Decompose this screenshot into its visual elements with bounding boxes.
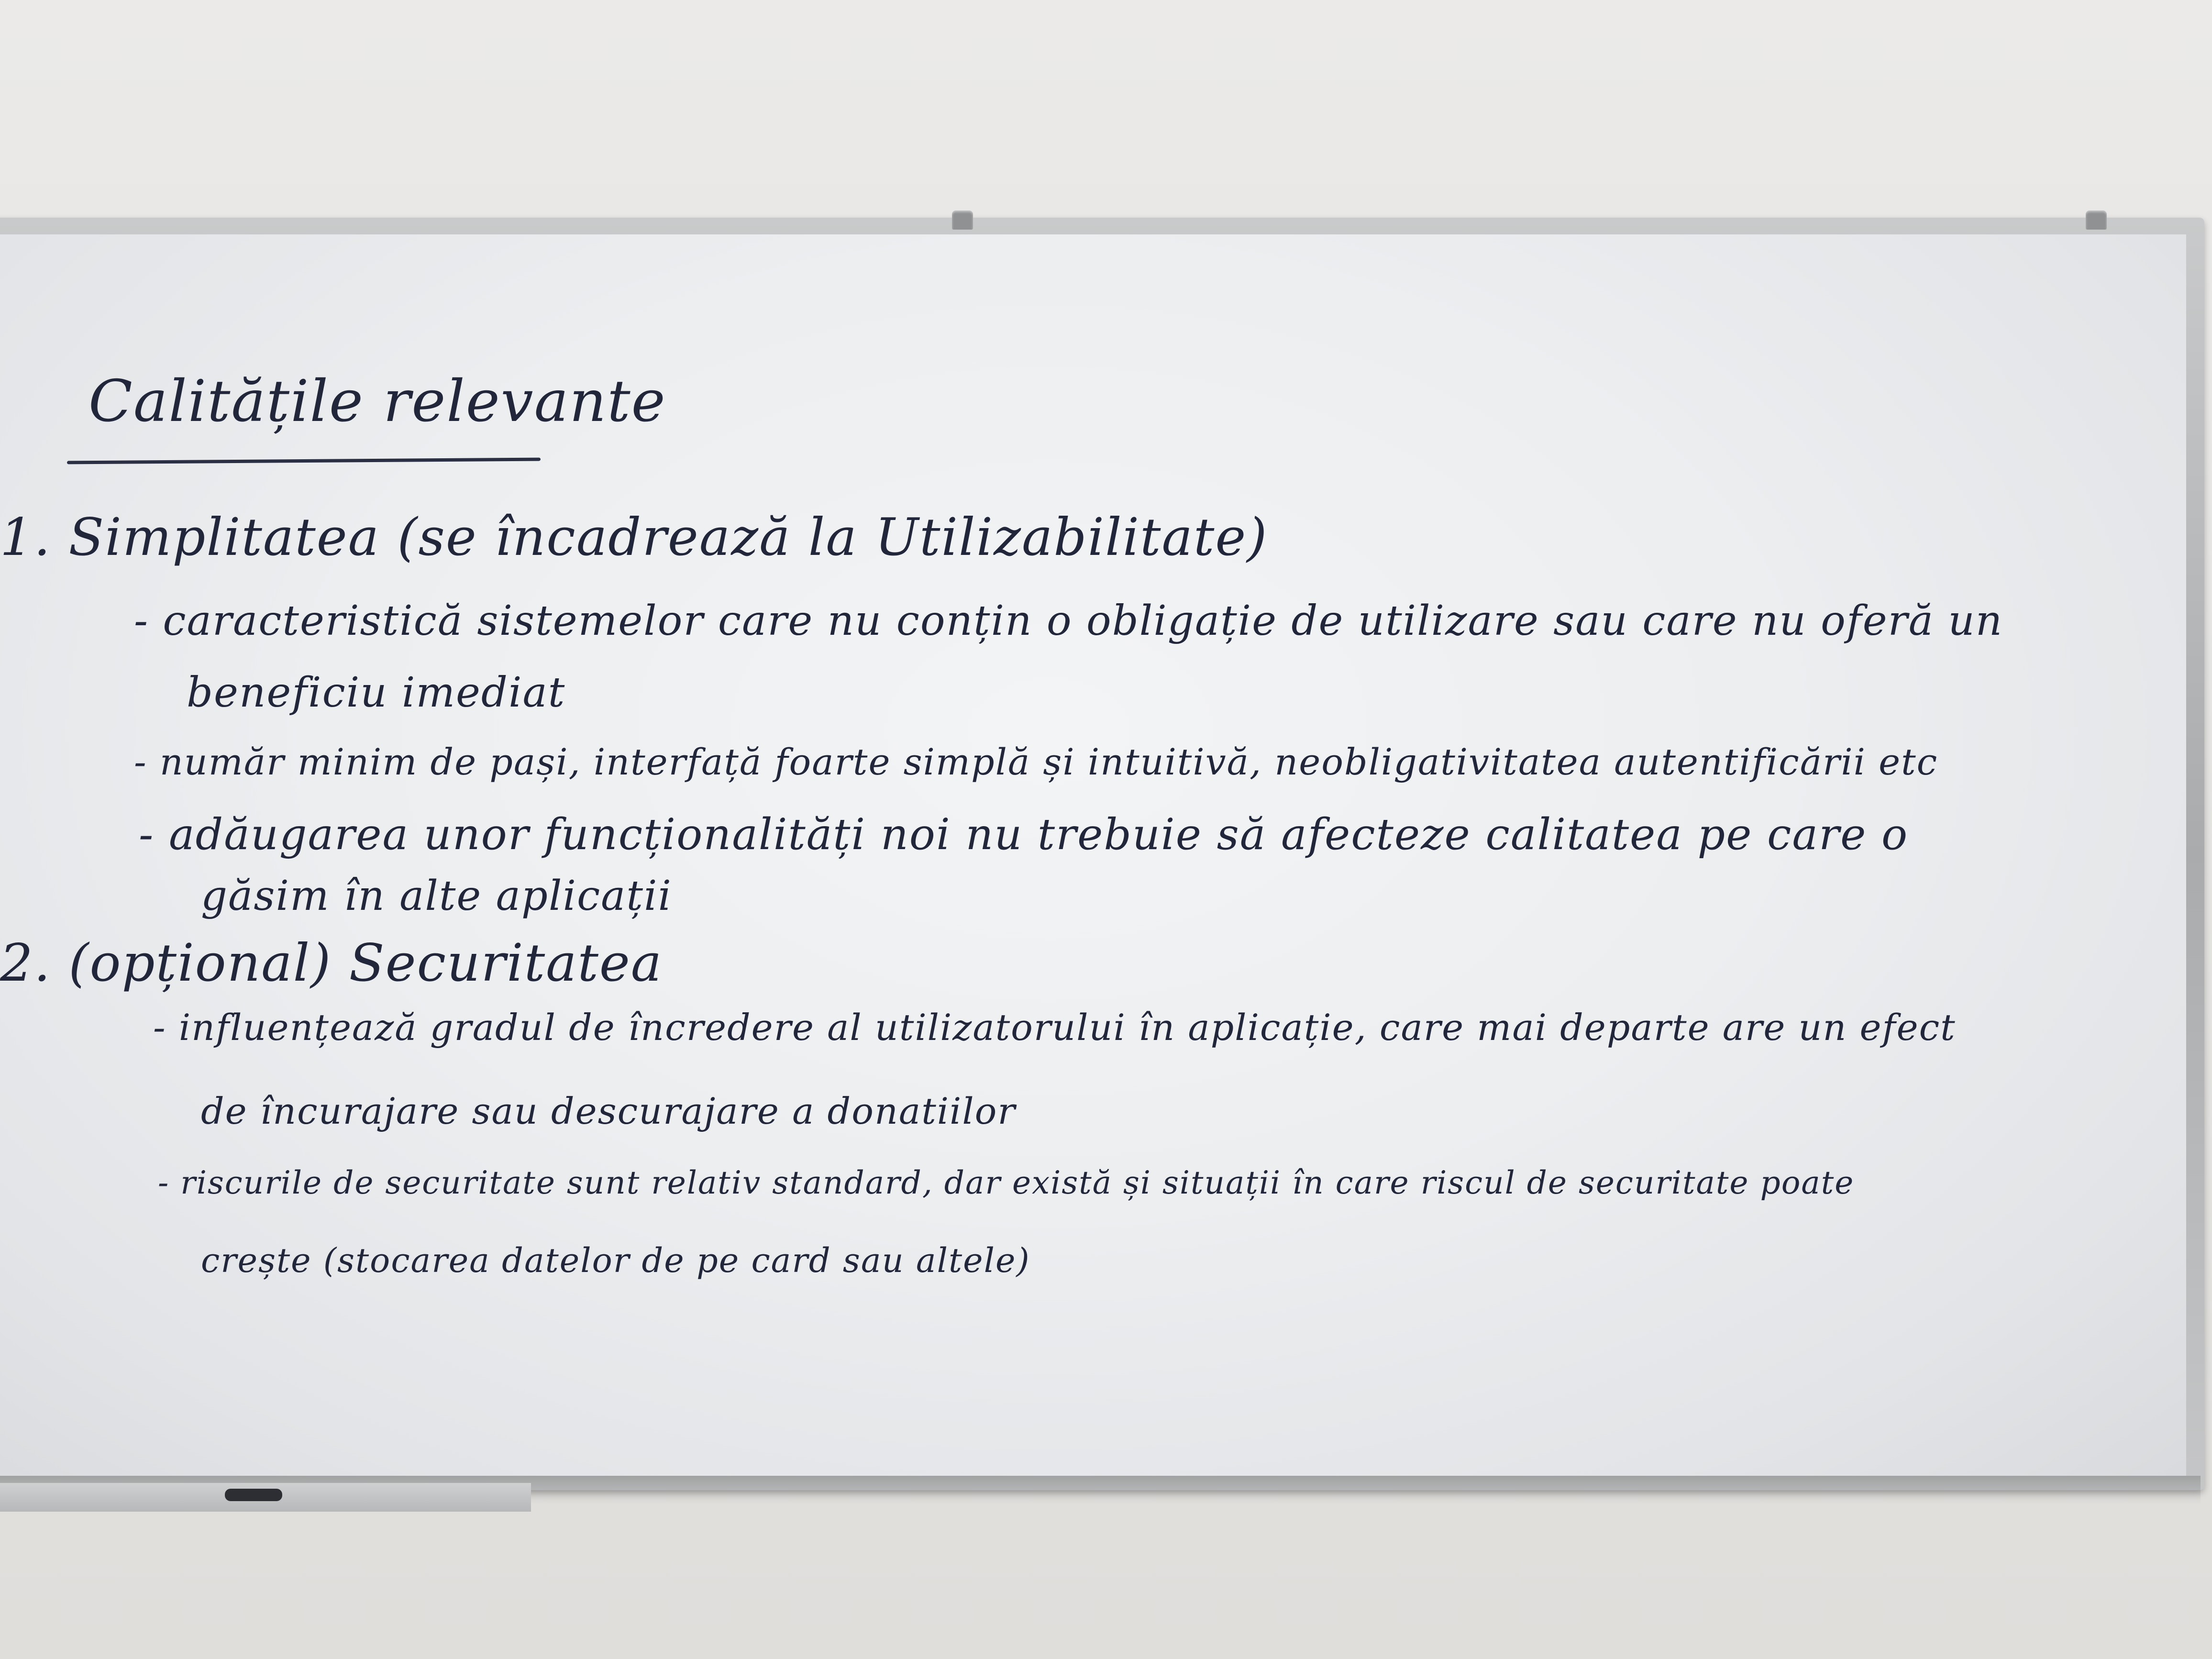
item2-bullet1-line1: - influențează gradul de încredere al utilizatorului în aplicație, care mai departe are un efect: [153, 1006, 1956, 1049]
item2-bullet2-line1: - riscurile de securitate sunt relativ standard, dar există și situații în care riscul de securitate poate: [158, 1164, 1855, 1201]
item1-bullet1-line1: - caracteristică sistemelor care nu conțin o obligație de utilizare sau care nu oferă un: [134, 597, 2003, 645]
title-underline: [67, 458, 541, 465]
item1-bullet2: - număr minim de pași, interfață foarte simplă și intuitivă, neobligativitatea autentificării etc: [134, 741, 1938, 783]
item1-heading: 1. Simplitatea (se încadrează la Utilizabilitate): [0, 508, 1268, 567]
title: Calitățile relevante: [88, 368, 666, 435]
item2-heading: 2. (opțional) Securitatea: [0, 933, 663, 993]
item1-bullet3-line1: - adăugarea unor funcționalități noi nu trebuie să afecteze calitatea pe care o: [139, 809, 1909, 860]
item2-bullet2-line2: crește (stocarea datelor de pe card sau altele): [201, 1241, 1030, 1280]
item1-bullet1-line2: beneficiu imediat: [187, 669, 566, 717]
item2-bullet1-line2: de încurajare sau descurajare a donatiilor: [201, 1090, 1016, 1132]
item1-bullet3-line2: găsim în alte aplicații: [201, 872, 672, 920]
